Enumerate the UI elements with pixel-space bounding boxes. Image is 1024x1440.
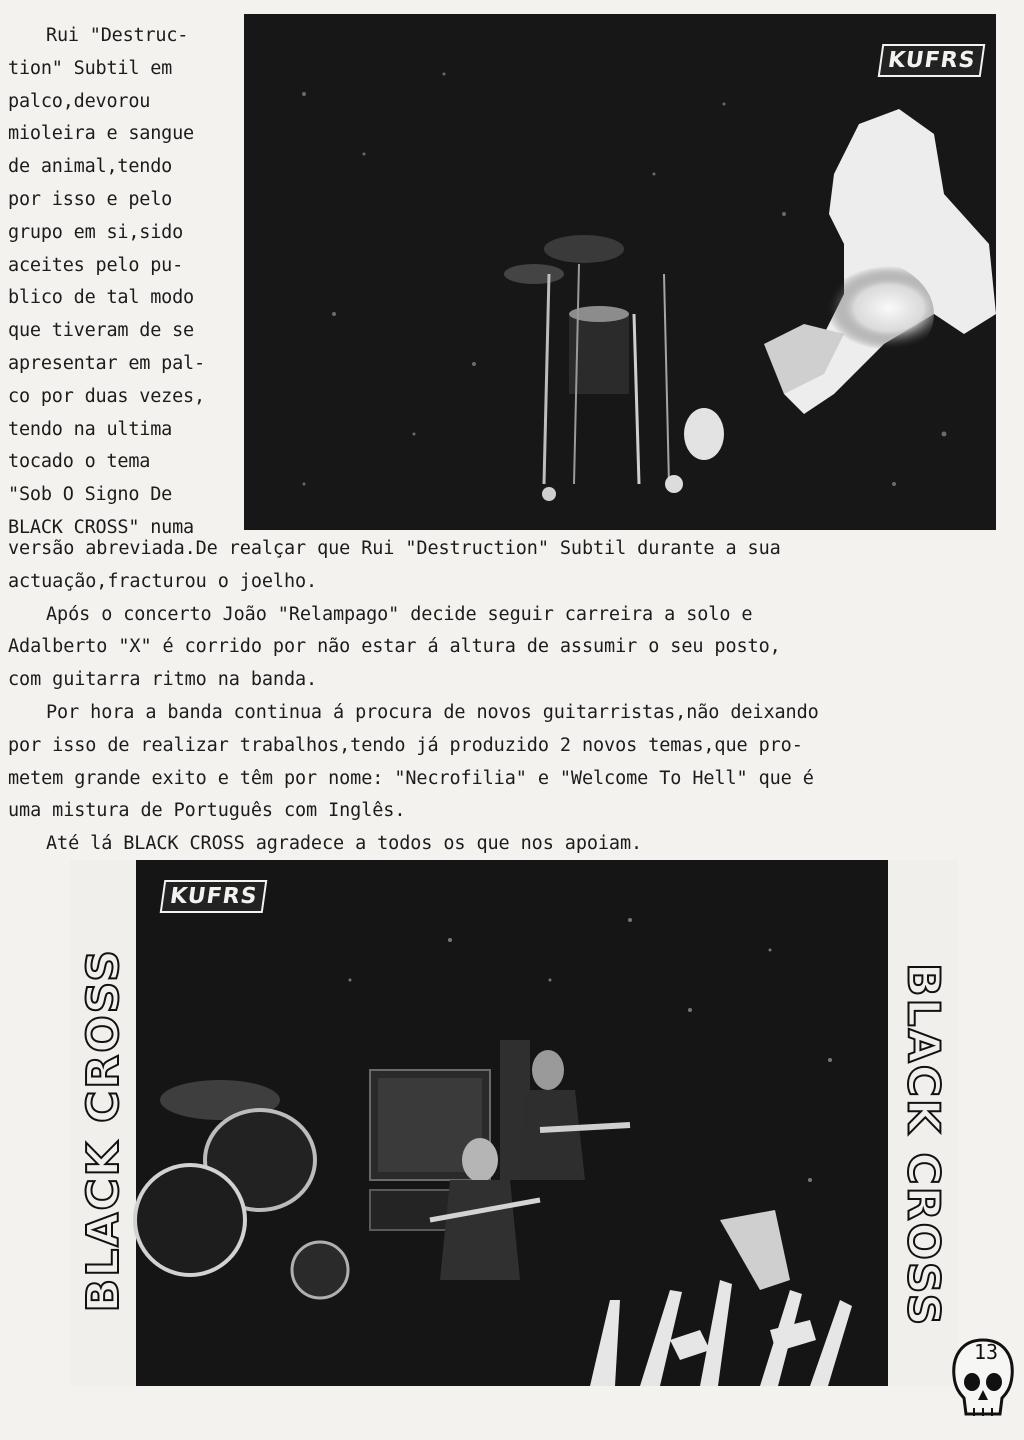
text-line: Após o concerto João "Relampago" decide seguir carreira a solo e	[46, 603, 753, 625]
text-line: tion" Subtil em	[8, 57, 173, 79]
text-line: BLACK CROSS" numa	[8, 516, 194, 538]
band-logo-text: BLACK CROSS	[897, 962, 949, 1328]
text-line: Por hora a banda continua á procura de novos guitarristas,não deixando	[46, 701, 819, 723]
text-line: blico de tal modo	[8, 287, 194, 309]
text-line: apresentar em pal-	[8, 352, 205, 374]
concert-photo-top	[244, 14, 996, 530]
text-line: Até lá BLACK CROSS agradece a todos os que nos apoiam.	[46, 833, 643, 855]
text-line: "Sob O Signo De	[8, 484, 173, 506]
text-line: tendo na ultima	[8, 418, 173, 440]
text-line: Rui "Destruc-	[46, 25, 189, 46]
text-line: versão abreviada.De realçar que Rui "Destruction" Subtil durante a sua	[8, 538, 781, 559]
text-line: por isso de realizar trabalhos,tendo já produzido 2 novos temas,que pro-	[8, 734, 803, 756]
text-line: Adalberto "X" é corrido por não estar á altura de assumir o seu posto,	[8, 636, 781, 658]
photo-bottom-drawing	[70, 860, 958, 1386]
page-number: 13	[973, 1340, 999, 1364]
side-column-text	[8, 20, 244, 545]
text-line: co por duas vezes,	[8, 385, 205, 407]
concert-photo-bottom	[70, 860, 958, 1386]
text-line: por isso e pelo	[8, 188, 173, 210]
kufrs-logo: KUFRS	[878, 44, 986, 77]
text-line: de animal,tendo	[8, 156, 173, 178]
text-line: actuação,fracturou o joelho.	[8, 570, 318, 592]
text-line: aceites pelo pu-	[8, 254, 184, 276]
photo-top-drawing	[244, 14, 996, 530]
band-logo-text: BLACK CROSS	[77, 947, 129, 1313]
black-cross-logo-right	[892, 920, 954, 1370]
text-line: que tiveram de se	[8, 320, 194, 342]
body-text	[8, 533, 1008, 861]
text-line: com guitarra ritmo na banda.	[8, 669, 318, 691]
black-cross-logo-left	[76, 900, 130, 1360]
text-line: tocado o tema	[8, 451, 151, 473]
text-line: metem grande exito e têm por nome: "Necrofilia" e "Welcome To Hell" que é	[8, 767, 814, 789]
text-line: mioleira e sangue	[8, 123, 194, 145]
kufrs-logo: KUFRS	[160, 880, 268, 913]
text-line: uma mistura de Português com Inglês.	[8, 800, 406, 822]
text-line: grupo em si,sido	[8, 221, 184, 243]
text-line: palco,devorou	[8, 90, 151, 112]
